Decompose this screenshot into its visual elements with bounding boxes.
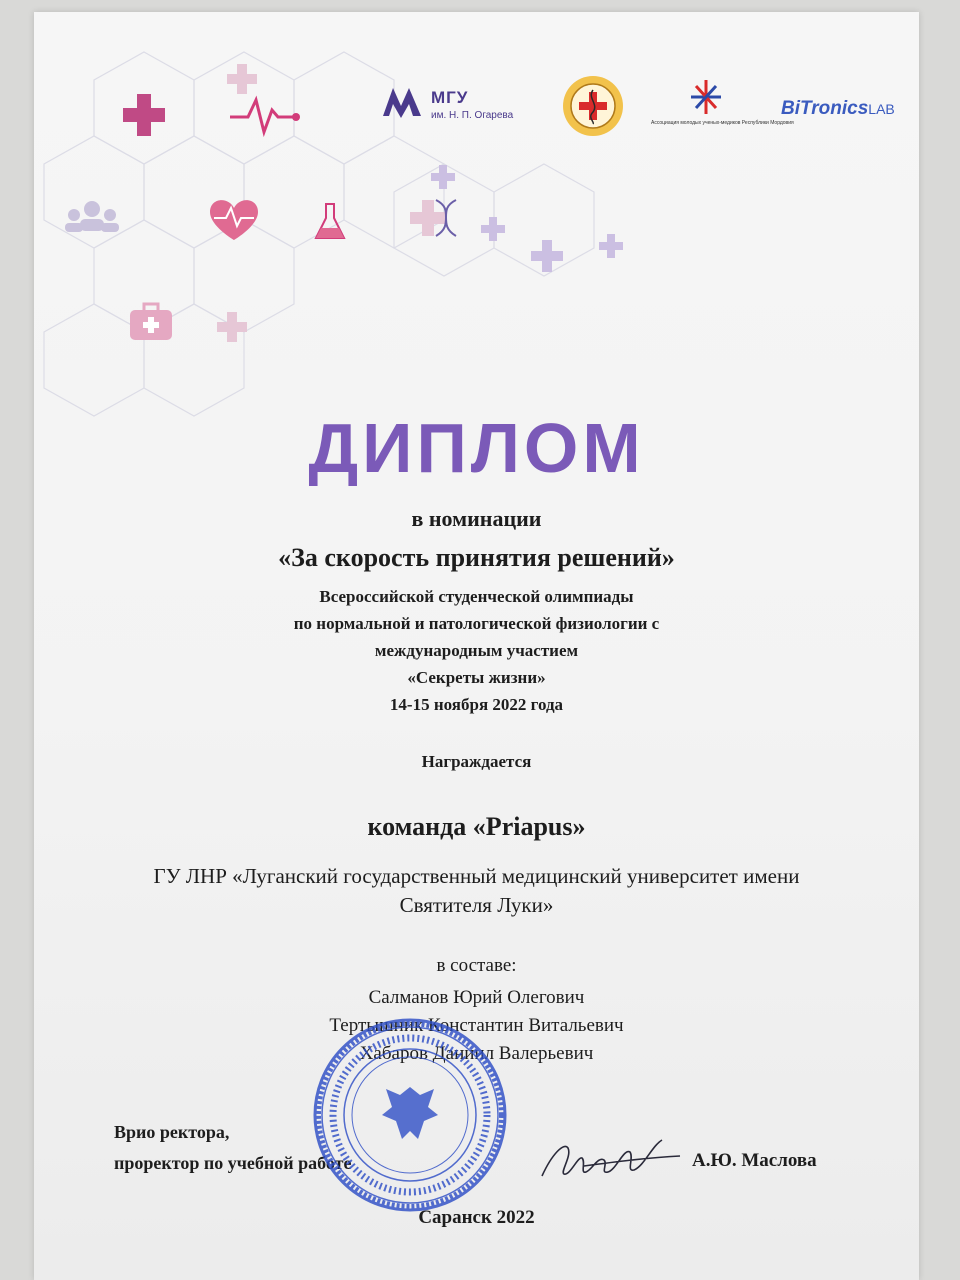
people-icon: [65, 201, 119, 232]
bitronics-lab-label: LAB: [868, 101, 895, 117]
event-description: [34, 583, 919, 718]
mgu-emblem-icon: [379, 82, 425, 122]
awarded-label: Награждается: [421, 752, 532, 771]
event-date: 14-15 ноября 2022 года: [389, 695, 564, 714]
event-line: международным участием: [374, 641, 579, 660]
heartbeat-line-icon: [230, 100, 296, 132]
mgu-logo-subtitle: им. Н. П. Огарева: [431, 110, 514, 121]
signatory-title-line: проректор по учебной работе: [114, 1153, 352, 1173]
partner-logos: [379, 70, 909, 150]
team-name: команда «Priapus»: [367, 812, 586, 841]
mgu-logo-name: МГУ: [431, 88, 469, 107]
medical-cross-icon: [123, 94, 165, 136]
nomination-name: «За скорость принятия решений»: [278, 543, 675, 572]
coat-of-arms-icon: [382, 1087, 438, 1139]
university-name: [34, 862, 919, 920]
diploma-title: ДИПЛОМ: [308, 409, 645, 487]
nomination-prefix: в номинации: [411, 506, 542, 531]
event-line: по нормальной и патологической физиологии с: [293, 614, 660, 633]
team-member: Салманов Юрий Олегович: [368, 987, 585, 1008]
university-line: Святителя Луки»: [399, 893, 554, 917]
official-round-stamp: [310, 1015, 510, 1215]
team-member: Тертышник Константин Витальевич: [329, 1015, 624, 1036]
composition-label: в составе:: [436, 955, 517, 976]
signatory-name: А.Ю. Маслова: [692, 1150, 817, 1171]
young-scientists-association-logo: [651, 76, 794, 136]
university-line: ГУ ЛНР «Луганский государственный медицинский университет имени: [153, 864, 800, 888]
flask-icon: [316, 204, 344, 238]
mgu-logo: [379, 82, 539, 122]
association-emblem-icon: [651, 76, 761, 118]
event-line: «Секреты жизни»: [407, 668, 546, 687]
medical-institute-seal-logo: [561, 74, 625, 138]
diploma-sheet: [34, 12, 919, 1280]
first-aid-kit-icon: [130, 304, 172, 340]
event-line: Всероссийской студенческой олимпиады: [319, 587, 634, 606]
bitronics-name: BiTronics: [781, 98, 869, 119]
bitronics-lab-logo: [781, 98, 895, 120]
place-and-year: Саранск 2022: [418, 1207, 535, 1228]
handwritten-signature: [534, 1132, 684, 1187]
team-member: Хабаров Даниил Валерьевич: [359, 1043, 594, 1064]
association-caption: Ассоциация молодых ученых-медиков Республики Мордовия: [651, 120, 794, 126]
signatory-title-line: Врио ректора,: [114, 1122, 230, 1142]
